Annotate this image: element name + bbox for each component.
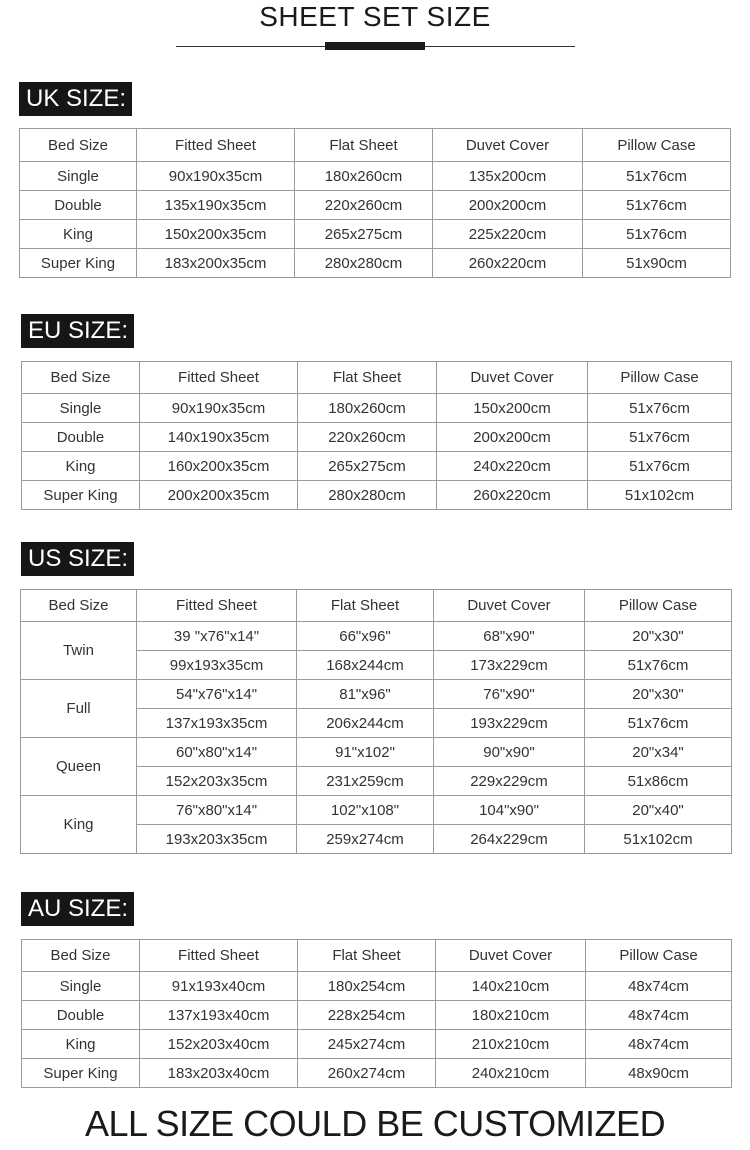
table-cell: 193x203x35cm [137, 825, 297, 854]
table-cell: 60"x80"x14" [137, 738, 297, 767]
table-cell: 91"x102" [297, 738, 434, 767]
table-cell: 260x274cm [298, 1059, 436, 1088]
table-cell: 68"x90" [434, 622, 585, 651]
table-cell: 173x229cm [434, 651, 585, 680]
table-cell: 20"x30" [585, 622, 732, 651]
table-cell: 54"x76"x14" [137, 680, 297, 709]
page-title: SHEET SET SIZE [259, 1, 491, 32]
table-cell: 48x90cm [586, 1059, 732, 1088]
table-cell: 168x244cm [297, 651, 434, 680]
table-cell: 240x220cm [437, 452, 588, 481]
table-cell: 264x229cm [434, 825, 585, 854]
header-bed-size: Bed Size [22, 940, 140, 972]
bed-size-cell: Full [21, 680, 137, 738]
table-cell: 51x76cm [583, 191, 731, 220]
table-row [22, 972, 732, 1001]
us-size-label: US SIZE: [21, 542, 134, 576]
table-row [22, 1059, 732, 1088]
table-cell: 135x190x35cm [137, 191, 295, 220]
table-cell: 48x74cm [586, 972, 732, 1001]
table-header-row [22, 362, 732, 394]
header-duvet-cover: Duvet Cover [436, 940, 586, 972]
table-cell: 137x193x35cm [137, 709, 297, 738]
bed-size-cell: Queen [21, 738, 137, 796]
header-fitted-sheet: Fitted Sheet [140, 362, 298, 394]
table-cell: 48x74cm [586, 1001, 732, 1030]
table-cell: 200x200x35cm [140, 481, 298, 510]
table-cell: 280x280cm [295, 249, 433, 278]
table-row [22, 1030, 732, 1059]
table-cell: 240x210cm [436, 1059, 586, 1088]
header-bed-size: Bed Size [21, 590, 137, 622]
table-cell: Super King [22, 1059, 140, 1088]
table-cell: 220x260cm [295, 191, 433, 220]
table-cell: Double [22, 1001, 140, 1030]
table-cell: 150x200x35cm [137, 220, 295, 249]
bed-size-cell: Twin [21, 622, 137, 680]
table-cell: 20"x34" [585, 738, 732, 767]
header-pillow-case: Pillow Case [586, 940, 732, 972]
table-row [22, 1001, 732, 1030]
table-cell: Super King [20, 249, 137, 278]
table-cell: 206x244cm [297, 709, 434, 738]
table-row [20, 191, 731, 220]
table-cell: 260x220cm [433, 249, 583, 278]
header-bed-size: Bed Size [22, 362, 140, 394]
header-pillow-case: Pillow Case [588, 362, 732, 394]
table-cell: 99x193x35cm [137, 651, 297, 680]
table-cell: 152x203x40cm [140, 1030, 298, 1059]
table-cell: 20"x30" [585, 680, 732, 709]
table-cell: Single [22, 394, 140, 423]
table-cell: 259x274cm [297, 825, 434, 854]
table-row [20, 162, 731, 191]
table-row [22, 452, 732, 481]
table-cell: 51x76cm [583, 220, 731, 249]
header-fitted-sheet: Fitted Sheet [140, 940, 298, 972]
table-cell: 180x210cm [436, 1001, 586, 1030]
header-duvet-cover: Duvet Cover [437, 362, 588, 394]
header-fitted-sheet: Fitted Sheet [137, 590, 297, 622]
table-cell: Double [22, 423, 140, 452]
eu-size-label: EU SIZE: [21, 314, 134, 348]
table-row [22, 481, 732, 510]
table-cell: 90x190x35cm [140, 394, 298, 423]
table-cell: 51x102cm [588, 481, 732, 510]
table-row [21, 738, 732, 767]
table-cell: 260x220cm [437, 481, 588, 510]
table-cell: 140x210cm [436, 972, 586, 1001]
table-cell: 225x220cm [433, 220, 583, 249]
table-cell: Double [20, 191, 137, 220]
table-cell: King [20, 220, 137, 249]
table-cell: King [22, 1030, 140, 1059]
eu-size-table [21, 361, 732, 510]
table-cell: Super King [22, 481, 140, 510]
au-size-table [21, 939, 732, 1088]
title-underline-accent [325, 42, 425, 50]
table-cell: 90x190x35cm [137, 162, 295, 191]
table-header-row [20, 129, 731, 162]
table-cell: King [22, 452, 140, 481]
table-cell: Single [20, 162, 137, 191]
table-cell: 66"x96" [297, 622, 434, 651]
table-cell: 51x102cm [585, 825, 732, 854]
table-cell: 91x193x40cm [140, 972, 298, 1001]
table-cell: 39 "x76"x14" [137, 622, 297, 651]
table-cell: 193x229cm [434, 709, 585, 738]
table-cell: 48x74cm [586, 1030, 732, 1059]
table-cell: 265x275cm [298, 452, 437, 481]
table-cell: 51x76cm [585, 709, 732, 738]
header-fitted-sheet: Fitted Sheet [137, 129, 295, 162]
header-bed-size: Bed Size [20, 129, 137, 162]
header-duvet-cover: Duvet Cover [434, 590, 585, 622]
table-cell: 51x76cm [588, 423, 732, 452]
table-cell: 150x200cm [437, 394, 588, 423]
table-cell: 180x260cm [298, 394, 437, 423]
table-cell: 51x76cm [583, 162, 731, 191]
table-row [21, 796, 732, 825]
table-cell: 210x210cm [436, 1030, 586, 1059]
header-flat-sheet: Flat Sheet [297, 590, 434, 622]
table-cell: 228x254cm [298, 1001, 436, 1030]
table-cell: 231x259cm [297, 767, 434, 796]
table-cell: 200x200cm [433, 191, 583, 220]
table-row [22, 394, 732, 423]
table-cell: 51x76cm [585, 651, 732, 680]
table-cell: 51x86cm [585, 767, 732, 796]
table-cell: Single [22, 972, 140, 1001]
table-cell: 102"x108" [297, 796, 434, 825]
table-cell: 265x275cm [295, 220, 433, 249]
table-cell: 51x76cm [588, 452, 732, 481]
au-size-label: AU SIZE: [21, 892, 134, 926]
table-row [21, 622, 732, 651]
table-cell: 200x200cm [437, 423, 588, 452]
table-row [20, 220, 731, 249]
table-cell: 51x90cm [583, 249, 731, 278]
table-cell: 137x193x40cm [140, 1001, 298, 1030]
table-cell: 81"x96" [297, 680, 434, 709]
table-cell: 183x200x35cm [137, 249, 295, 278]
table-cell: 90"x90" [434, 738, 585, 767]
uk-size-label: UK SIZE: [19, 82, 132, 116]
us-size-table [20, 589, 732, 854]
customization-note: ALL SIZE COULD BE CUSTOMIZED [84, 1103, 666, 1144]
table-header-row [21, 590, 732, 622]
header-flat-sheet: Flat Sheet [295, 129, 433, 162]
header-pillow-case: Pillow Case [583, 129, 731, 162]
table-cell: 20"x40" [585, 796, 732, 825]
table-cell: 245x274cm [298, 1030, 436, 1059]
table-cell: 160x200x35cm [140, 452, 298, 481]
table-cell: 76"x80"x14" [137, 796, 297, 825]
uk-size-table [19, 128, 731, 278]
table-row [22, 423, 732, 452]
table-cell: 135x200cm [433, 162, 583, 191]
table-cell: 104"x90" [434, 796, 585, 825]
table-cell: 220x260cm [298, 423, 437, 452]
table-header-row [22, 940, 732, 972]
table-row [21, 680, 732, 709]
table-cell: 280x280cm [298, 481, 437, 510]
table-cell: 51x76cm [588, 394, 732, 423]
header-flat-sheet: Flat Sheet [298, 940, 436, 972]
header-flat-sheet: Flat Sheet [298, 362, 437, 394]
header-pillow-case: Pillow Case [585, 590, 732, 622]
table-cell: 180x260cm [295, 162, 433, 191]
table-row [20, 249, 731, 278]
table-cell: 140x190x35cm [140, 423, 298, 452]
table-cell: 76"x90" [434, 680, 585, 709]
table-cell: 152x203x35cm [137, 767, 297, 796]
header-duvet-cover: Duvet Cover [433, 129, 583, 162]
bed-size-cell: King [21, 796, 137, 854]
table-cell: 183x203x40cm [140, 1059, 298, 1088]
table-cell: 180x254cm [298, 972, 436, 1001]
table-cell: 229x229cm [434, 767, 585, 796]
